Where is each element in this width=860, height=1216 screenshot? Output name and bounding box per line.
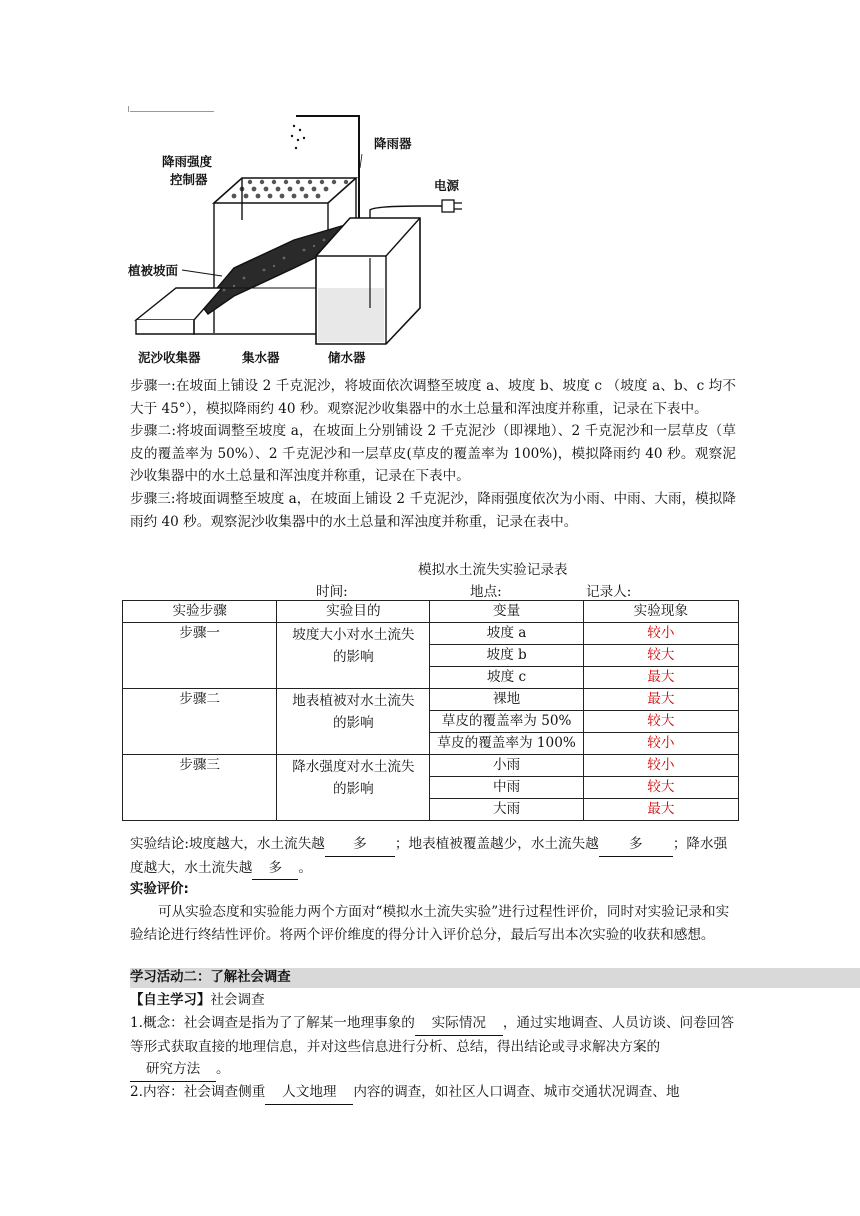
result-cell: 较小: [583, 733, 738, 755]
header-goal: 实验目的: [277, 601, 430, 623]
goal-cell: 降水强度对水土流失 的影响: [277, 755, 430, 821]
step-cell: 步骤二: [123, 689, 277, 755]
label-intensity-1: 降雨强度: [162, 154, 213, 169]
result-cell: 较大: [583, 645, 738, 667]
answer-blank-3: 多: [252, 857, 298, 881]
content-paragraph: [130, 1081, 736, 1105]
evaluation-heading: 实验评价:: [130, 882, 189, 897]
step-three-text: 步骤三:将坡面调整至坡度 a，在坡面上铺设 2 千克泥沙，降雨强度依次为小雨、中雨、大雨，模拟降雨约 40 秒。观察泥沙收集器中的水土总量和浑浊度并称重，记录在表中。: [130, 490, 736, 530]
result-cell: 最大: [583, 689, 738, 711]
variable-cell: 草皮的覆盖率为 50%: [430, 711, 583, 733]
result-cell: 最大: [583, 799, 738, 821]
variable-cell: 小雨: [430, 755, 583, 777]
recorder-label: 记录人:: [586, 584, 632, 600]
step-cell: 步骤一: [123, 623, 277, 689]
conclusion-mid-2: ；降水强度越大，水土流失越: [130, 836, 728, 876]
step-cell: 步骤三: [123, 755, 277, 821]
table-row: [123, 755, 739, 777]
experiment-record-table: [122, 600, 739, 821]
label-rain-device: 降雨器: [374, 136, 412, 151]
result-cell: 较小: [583, 623, 738, 645]
stored-water: [318, 288, 384, 342]
goal-cell: 坡度大小对水土流失 的影响: [277, 623, 430, 689]
variable-cell: 坡度 c: [430, 667, 583, 689]
step-one-text: 步骤一:在坡面上铺设 2 千克泥沙，将坡面依次调整至坡度 a、坡度 b、坡度 c （坡度 a、b、c 均不大于 45°），模拟降雨约 40 秒。观察泥沙收集器中的水土总量和浑浊度并称重，记录在下表中。: [130, 378, 736, 417]
answer-blank-2: 多: [599, 833, 673, 857]
self-study-topic: 社会调查: [210, 992, 265, 1008]
result-cell: 较大: [583, 711, 738, 733]
label-water-storage: 储水器: [328, 350, 366, 365]
conclusion-suffix: 。: [298, 859, 312, 876]
power-plug: [442, 200, 454, 212]
label-power: 电源: [434, 178, 460, 193]
concept-answer-1: 实际情况: [415, 1012, 503, 1036]
concept-answer-2: 研究方法: [130, 1058, 216, 1082]
experiment-conclusion: [130, 833, 736, 880]
self-study-line: [130, 989, 736, 1013]
variable-cell: 坡度 b: [430, 645, 583, 667]
header-result: 实验现象: [583, 601, 738, 623]
water-collector: [194, 320, 316, 334]
variable-cell: 坡度 a: [430, 623, 583, 645]
apparatus-figure: [124, 108, 484, 370]
apparatus-diagram: [124, 108, 484, 370]
content-answer: 人文地理: [265, 1081, 353, 1105]
evaluation-body: 可从实验态度和实验能力两个方面对“模拟水土流失实验”进行过程性评价，同时对实验记录和实验结论进行终结性评价。将两个评价维度的得分计入评价总分，最后写出本次实验的收获和感想。: [130, 904, 730, 943]
conclusion-prefix: 实验结论:坡度越大，水土流失越: [130, 836, 325, 852]
result-cell: 较小: [583, 755, 738, 777]
answer-blank-1: 多: [325, 833, 395, 857]
label-sediment-collector: 泥沙收集器: [138, 350, 201, 365]
concept-mid: ，通过实地调查、人员访谈、问卷回答等形式获取直接的地理信息，并对这些信息进行分析、总结，得出结论或寻求解决方案的: [130, 1015, 734, 1055]
concept-prefix: 1.概念：社会调查是指为了了解某一地理事象的: [130, 1015, 415, 1031]
content-prefix: 2.内容：社会调查侧重: [130, 1084, 266, 1100]
step-two-text: 步骤二:将坡面调整至坡度 a，在坡面上分别铺设 2 千克泥沙（即裸地）、2 千克泥沙和一层草皮（草皮的覆盖率为 50%）、2 千克泥沙和一层草皮(草皮的覆盖率为 100%)，模拟降雨约 40 秒。观察泥沙收集器中的水土总量和浑浊度并称重，记录在下表中。: [130, 423, 736, 485]
variable-cell: 大雨: [430, 799, 583, 821]
place-label: 地点:: [470, 584, 502, 600]
content-suffix: 内容的调查，如社区人口调查、城市交通状况调查、地: [353, 1084, 680, 1100]
header-step: 实验步骤: [123, 601, 277, 623]
conclusion-mid-1: ；地表植被覆盖越少，水土流失越: [394, 836, 599, 852]
rain-drops: [291, 125, 305, 149]
label-water-collector: 集水器: [242, 350, 280, 365]
time-label: 时间:: [316, 584, 348, 600]
table-row: [123, 689, 739, 711]
table-title: 模拟水土流失实验记录表: [418, 562, 568, 578]
self-study-tag: 【自主学习】: [130, 993, 211, 1008]
activity-two-heading: [122, 968, 860, 988]
table-header-row: [123, 601, 739, 623]
variable-cell: 草皮的覆盖率为 100%: [430, 733, 583, 755]
power-cable: [370, 206, 442, 218]
result-cell: 最大: [583, 667, 738, 689]
label-intensity-2: 控制器: [170, 172, 208, 187]
header-variable: 变量: [430, 601, 583, 623]
label-vegetated-slope: 植被坡面: [128, 263, 179, 278]
experiment-steps: [130, 375, 736, 533]
variable-cell: 中雨: [430, 777, 583, 799]
concept-suffix: 。: [216, 1061, 230, 1078]
variable-cell: 裸地: [430, 689, 583, 711]
goal-cell: 地表植被对水土流失 的影响: [277, 689, 430, 755]
concept-paragraph: [130, 1012, 736, 1082]
result-cell: 较大: [583, 777, 738, 799]
activity-two-title: 学习活动二：了解社会调查: [130, 970, 291, 985]
table-row: [123, 623, 739, 645]
